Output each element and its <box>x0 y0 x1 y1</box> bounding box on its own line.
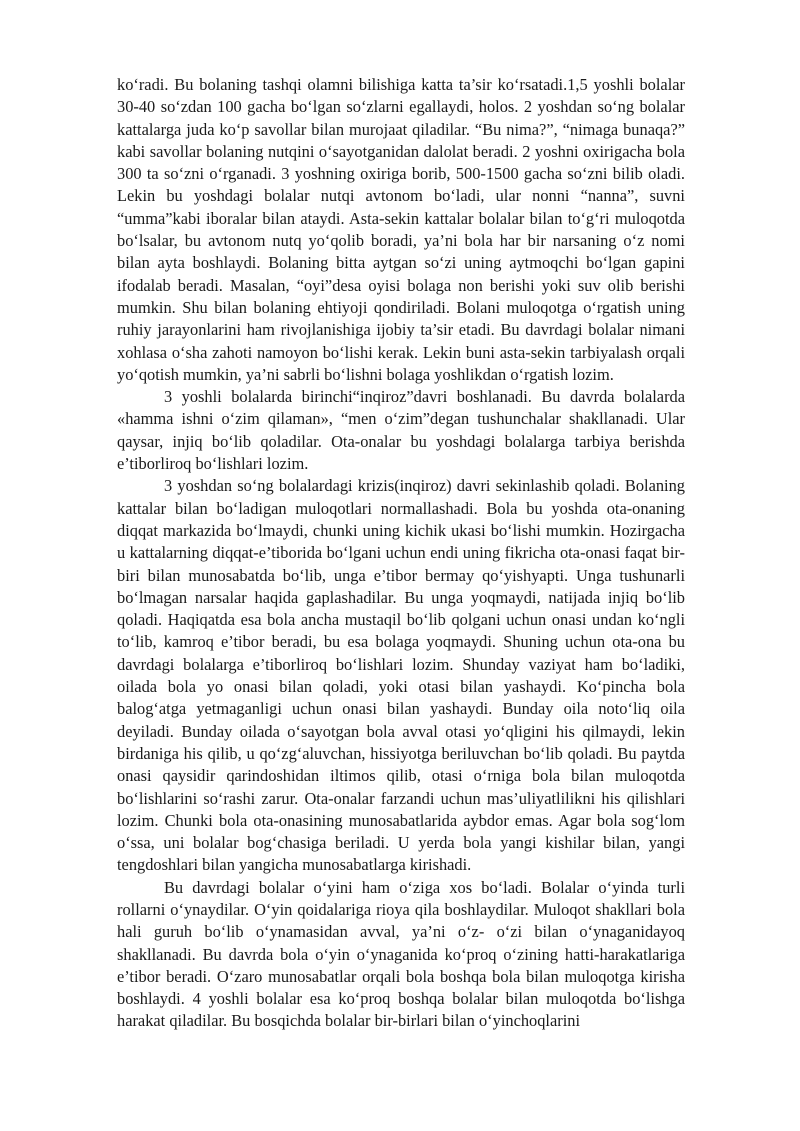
paragraph-3: 3 yoshdan so‘ng bolalardagi krizis(inqiroz) davri sekinlashib qoladi. Bolaning kattalar bilan bo‘ladigan muloqotlari normallashadi. Bola bu yoshda ota-onaning diqqat markazida bo‘lmaydi, chunki uning kichik ukasi bo‘lishi mumkin. Hozirgacha u kattalarning diqqat-e’tiborida bo‘lgani uchun endi uning fikricha ota-onasi faqat bir-biri bilan munosabatda bo‘lib, unga e’tibor bermay qo‘yishyapti. Unga tushunarli bo‘lmagan narsalar haqida gaplashadilar. Bu unga yoqmaydi, natijada injiq bo‘lib qoladi. Haqiqatda esa bola ancha mustaqil bo‘lib qolgani uchun onasi undan ko‘ngli to‘lib, kamroq e’tibor beradi, bu esa bolaga yoqmaydi. Shuning uchun ota-ona bu davrdagi bolalarga e’tiborliroq bo‘lishlari lozim. Shunday vaziyat ham bo‘ladiki, oilada bola yo onasi bilan qoladi, yoki otasi bilan yashaydi. Ko‘pincha bola balog‘atga yetmaganligi uchun onasi bilan yashaydi. Bunday oila noto‘liq oila deyiladi. Bunday oilada o‘sayotgan bola avval otasi yo‘qligini his qilmaydi, lekin birdaniga his qilib, u qo‘zg‘aluvchan, hissiyotga beriluvchan bo‘lib qoladi. Bu paytda onasi qaysidir qarindoshidan iltimos qilib, otasi o‘rniga bola bilan muloqotda bo‘lishlarini so‘rashi zarur. Ota-onalar farzandi uchun mas’uliyatlilikni his qilishlari lozim. Chunki bola ota-onasining munosabatlarida aybdor emas. Agar bola sog‘lom o‘ssa, uni bolalar bog‘chasiga beriladi. U yerda bola yangi kishilar bilan, yangi tengdoshlari bilan yangicha munosabatlarga kirishadi. <box>117 476 685 875</box>
paragraph-1: ko‘radi. Bu bolaning tashqi olamni bilishiga katta ta’sir ko‘rsatadi.1,5 yoshli bolalar 30-40 so‘zdan 100 gacha bo‘lgan so‘zlarni egallaydi, holos. 2 yoshdan so‘ng bolalar kattalarga juda ko‘p savollar bilan murojaat qiladilar. “Bu nima?”, “nimaga bunaqa?” kabi savollar bolaning nutqini o‘sayotganidan dalolat beradi. 2 yoshni oxirigacha bola 300 ta so‘zni o‘rganadi. 3 yoshning oxiriga borib, 500-1500 gacha so‘zni bilib oladi. Lekin bu yoshdagi bolalar nutqi avtonom bo‘ladi, ular nonni “nanna”, suvni “umma”kabi iboralar bilan ataydi. Asta-sekin kattalar bolalar bilan to‘g‘ri muloqotda bo‘lsalar, bu avtonom nutq yo‘qolib boradi, ya’ni bola har bir narsaning o‘z nomi bilan ayta boshlaydi. Bolaning bitta aytgan so‘zi uning aytmoqchi bo‘lgan gapini ifodalab beradi. Masalan, “oyi”desa oyisi bolaga non berishi yoki suv olib berishi mumkin. Shu bilan bolaning ehtiyoji qondiriladi. Bolani muloqotga o‘rgatish uning ruhiy jarayonlarini ham rivojlanishiga ijobiy ta’sir etadi. Bu davrdagi bolalar nimani xohlasa o‘sha zahoti namoyon bo‘lishi kerak. Lekin buni asta-sekin tarbiyalash orqali yo‘qotish mumkin, ya’ni sabrli bo‘lishni bolaga yoshlikdan o‘rgatish lozim. <box>117 75 685 384</box>
paragraph-2: 3 yoshli bolalarda birinchi“inqiroz”davri boshlanadi. Bu davrda bolalarda «hamma ishni o‘zim qilaman», “men o‘zim”degan tushunchalar shakllanadi. Ular qaysar, injiq bo‘lib qoladilar. Ota-onalar bu yoshdagi bolalarga tarbiya berishda e’tiborliroq bo‘lishlari lozim. <box>117 387 685 474</box>
document-body <box>117 74 685 1033</box>
paragraph-4: Bu davrdagi bolalar o‘yini ham o‘ziga xos bo‘ladi. Bolalar o‘yinda turli rollarni o‘ynaydilar. O‘yin qoidalariga rioya qila boshlaydilar. Muloqot shakllari bola hali guruh bo‘lib o‘ynamasidan avval, ya’ni o‘z- o‘zi bilan o‘ynaganidayoq shakllanadi. Bu davrda bola o‘yin o‘ynaganida ko‘proq o‘zining hatti-harakatlariga e’tibor beradi. O‘zaro munosabatlar orqali bola boshqa bola bilan muloqotga kirisha boshlaydi. 4 yoshli bolalar esa ko‘proq boshqa bolalar bilan muloqotda bo‘lishga harakat qiladilar. Bu bosqichda bolalar bir-birlari bilan o‘yinchoqlarini <box>117 877 685 1031</box>
